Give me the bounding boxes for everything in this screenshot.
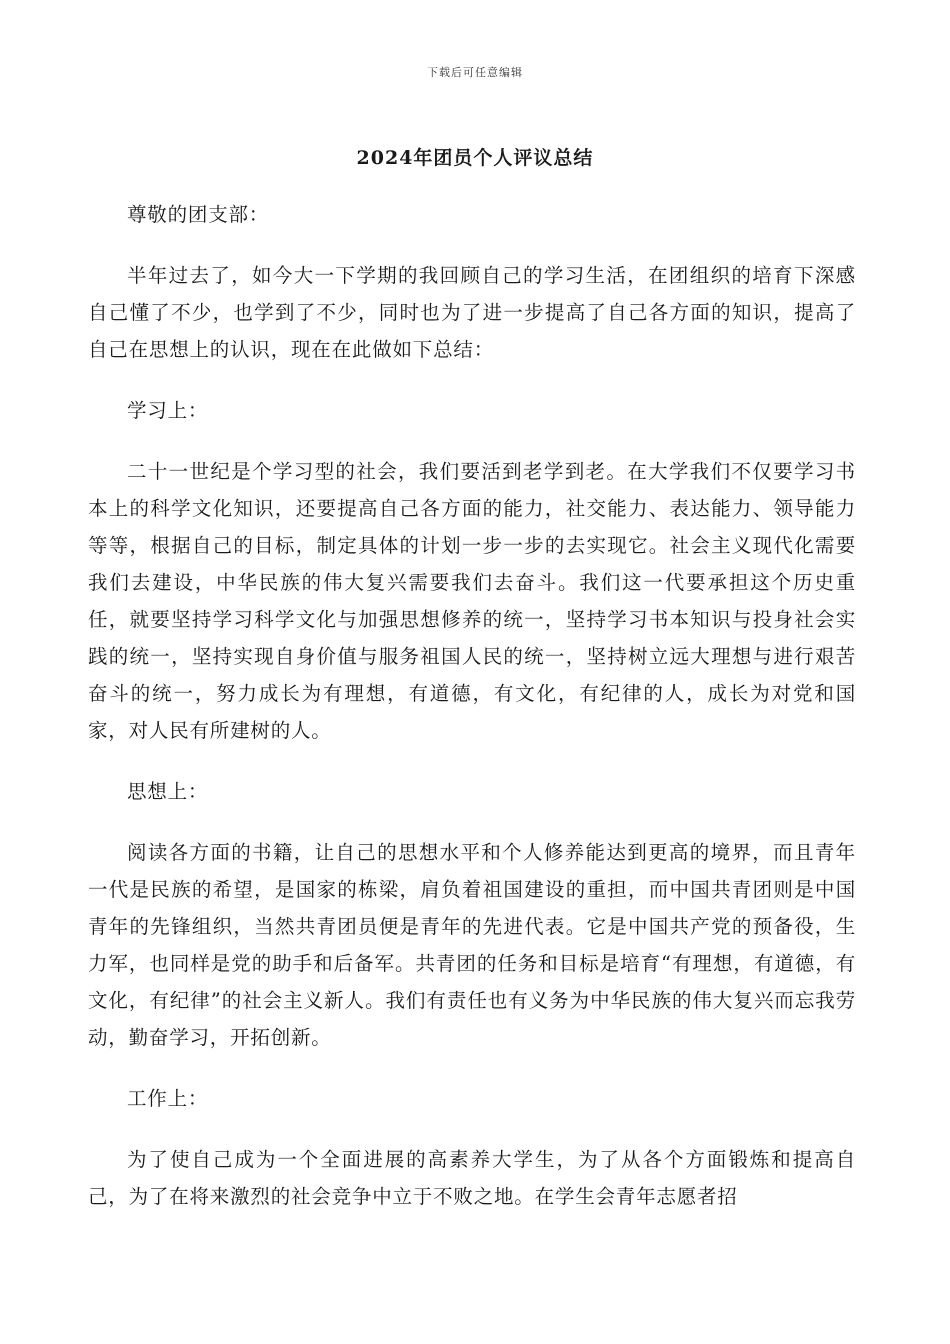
paragraph-gap — [88, 233, 856, 257]
header-note: 下载后可任意编辑 — [427, 66, 523, 79]
paragraph-gap — [88, 1117, 856, 1141]
work-paragraph: 为了使自己成为一个全面进展的高素养大学生，为了从各个方面锻炼和提高自己，为了在将来激烈的社会竞争中立于不败之地。在学生会青年志愿者招 — [88, 1148, 856, 1208]
salutation: 尊敬的团支部： — [127, 203, 270, 226]
paragraph-gap — [88, 368, 856, 392]
paragraph-gap — [88, 810, 856, 834]
intro-paragraph: 半年过去了，如今大一下学期的我回顾自己的学习生活，在团组织的培育下深感自己懂了不少，也学到了不少，同时也为了进一步提高了自己各方面的知识，提高了自己在思想上的认识，现在在此做如下总结： — [88, 264, 856, 361]
document-title: 2024年团员个人评议总结 — [356, 147, 594, 169]
section-heading-study: 学习上： — [127, 399, 209, 422]
paragraph-gap — [88, 429, 856, 453]
thought-paragraph: 阅读各方面的书籍，让自己的思想水平和个人修养能达到更高的境界，而且青年一代是民族的希望，是国家的栋梁，肩负着祖国建设的重担，而中国共青团则是中国青年的先锋组织，当然共青团员便是青年的先进代表。它是中国共产党的预备役，生力军，也同样是党的助手和后备军。共青团的任务和目标是培育“有理想，有道德，有文化，有纪律”的社会主义新人。我们有责任也有义务为中华民族的伟大复兴而忘我劳动，勤奋学习，开拓创新。 — [88, 841, 856, 1049]
paragraph-gap — [88, 1056, 856, 1080]
section-heading-thought: 思想上： — [127, 780, 209, 803]
document-body — [88, 196, 856, 1215]
paragraph-gap — [88, 749, 856, 773]
section-heading-work: 工作上： — [127, 1087, 209, 1110]
study-paragraph: 二十一世纪是个学习型的社会，我们要活到老学到老。在大学我们不仅要学习书本上的科学文化知识，还要提高自己各方面的能力，社交能力、表达能力、领导能力等等，根据自己的目标，制定具体的计划一步一步的去实现它。社会主义现代化需要我们去建设，中华民族的伟大复兴需要我们去奋斗。我们这一代要承担这个历史重任，就要坚持学习科学文化与加强思想修养的统一，坚持学习书本知识与投身社会实践的统一，坚持实现自身价值与服务祖国人民的统一，坚持树立远大理想与进行艰苦奋斗的统一，努力成长为有理想，有道德，有文化，有纪律的人，成长为对党和国家，对人民有所建树的人。 — [88, 460, 856, 742]
